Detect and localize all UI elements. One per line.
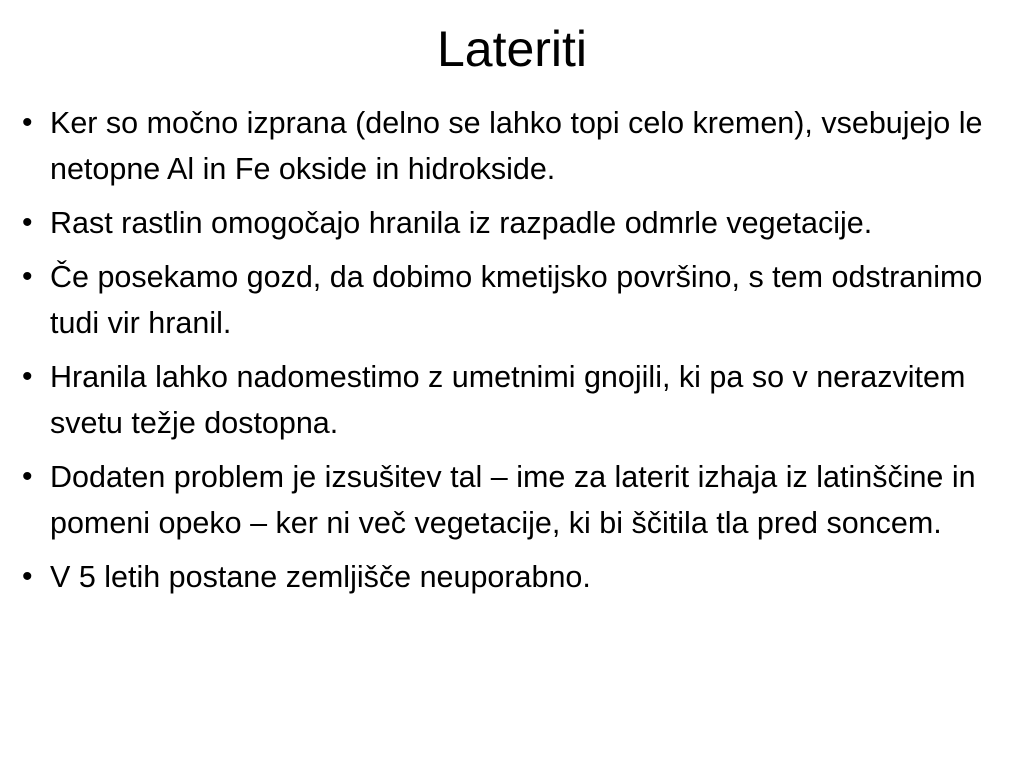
list-item bbox=[22, 100, 1007, 192]
bullet-icon: • bbox=[22, 460, 33, 493]
list-item bbox=[22, 254, 1007, 346]
list-item bbox=[22, 200, 1007, 246]
bullet-text: Dodaten problem je izsušitev tal – ime za laterit izhaja iz latinščine in pomeni opeko – ker ni več vegetacije, ki bi ščitila tla pred soncem. bbox=[50, 460, 976, 540]
bullet-list bbox=[22, 100, 1007, 608]
list-item bbox=[22, 454, 1007, 546]
bullet-icon: • bbox=[22, 260, 33, 293]
list-item bbox=[22, 554, 1007, 600]
list-item bbox=[22, 354, 1007, 446]
bullet-text: Ker so močno izprana (delno se lahko topi celo kremen), vsebujejo le netopne Al in Fe okside in hidrokside. bbox=[50, 106, 983, 186]
bullet-text: Rast rastlin omogočajo hranila iz razpadle odmrle vegetacije. bbox=[50, 206, 873, 240]
bullet-text: Če posekamo gozd, da dobimo kmetijsko površino, s tem odstranimo tudi vir hranil. bbox=[50, 260, 983, 340]
bullet-icon: • bbox=[22, 360, 33, 393]
slide-title: Lateriti bbox=[436, 21, 588, 77]
bullet-icon: • bbox=[22, 106, 33, 139]
bullet-icon: • bbox=[22, 206, 33, 239]
bullet-text: Hranila lahko nadomestimo z umetnimi gnojili, ki pa so v nerazvitem svetu težje dostopna. bbox=[50, 360, 966, 440]
bullet-icon: • bbox=[22, 560, 33, 593]
bullet-text: V 5 letih postane zemljišče neuporabno. bbox=[50, 560, 591, 594]
